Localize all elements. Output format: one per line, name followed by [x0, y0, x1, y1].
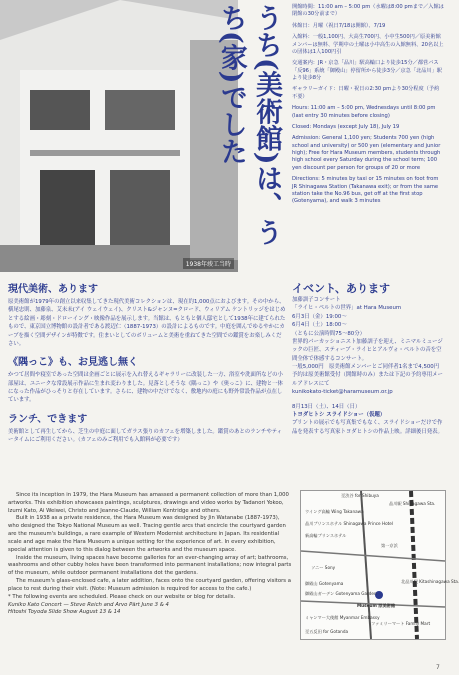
title-part1: うち [251, 4, 282, 58]
visitor-info [292, 4, 444, 210]
map-label-familymart: ファミリーマート Family Mart [371, 621, 431, 626]
map-label-myanmar: ミャンマー大使館 Myanmar Embassy [305, 615, 380, 620]
map-label-route: 第一京浜 [381, 543, 398, 548]
english-event2: Hitoshi Toyoda Slide Show August 13 & 14 [8, 609, 121, 616]
english-p3: Inside the museum, living spaces have become galleries for an ever-changing array of art; bathrooms, washrooms and other cubby holes have been transformed into permanent installations; now integral parts of the museum, while outdoor permanent installations dot the gardens. [8, 554, 292, 577]
english-event1: Kuniko Kato Concert — Steve Reich and Arvo Pärt June 3 & 4 [8, 601, 169, 608]
events [292, 280, 444, 436]
concert-reserve: 予約は原美術館受付（開館時のみ）または下記の予約専用メールアドレスにて [292, 372, 443, 387]
photo-caption: 1938年竣工当時 [183, 258, 234, 269]
title-paren1: (美術館) [251, 58, 282, 165]
directions-en: Directions: 5 minutes by taxi or 15 minutes on foot from JR Shinagawa Station (Takanawa exit); or from the same station take the No.96 bus, get off at the first stop (Gotenyama), and walk 3 minutes [292, 176, 439, 205]
concert-title: 加藤訓子コンサート [292, 297, 341, 303]
english-p5: * The following events are scheduled. Please check on our website or blog for details. [8, 593, 236, 600]
section-body-collection: 原美術館が1979年の創立以来収集してきた現代美術コレクションは、現在約1,000点におよびます。その中から、横尾忠則、加藤泉、艾未未(アイ ウェイウェイ)、クリスト&ジャンヌ=クロード、ウィリアム ケントリッジをはじめとする絵画・彫刻・ドローイング・映像作品を展示します。当館は、もともと個人邸宅として1938年に建てられたもので、東京国立博物館の設計者である渡辺仁（1887-1973）の設計によるものです。中庭を囲んでゆるやかにカーブを描く空間デザインが特徴です。住まいとしてのボリュームと美術を重ねてきた空間での鑑賞をお楽しみください。 [8, 299, 286, 347]
closed-jp: 休館日：月曜（祝日7/18は開館）、7/19 [292, 22, 386, 29]
admission-jp: 入館料：一般1,100円、大高生700円、小中生500円／原美術館メンバーは無料、学期中の土曜は小中高生の入館無料、20名以上の団体は1人100円引 [292, 34, 444, 55]
slide-title: トヨダヒトシ スライドショー（仮題） [292, 411, 386, 418]
page-title [215, 4, 284, 272]
access-map [300, 490, 459, 640]
map-label-sony: ソニー Sony [311, 565, 336, 570]
concert-subtitle: 「ライヒ・ペルトの世界」at Hara Museum [292, 305, 402, 312]
map-label-wing: ウイング高輪 Wing Takanawa [305, 509, 364, 514]
concert-date2: 6月4日（土）18:00〜 [292, 322, 347, 329]
building-photo [0, 0, 238, 272]
concert-date-note: （ともに公演時間75〜80分） [292, 330, 366, 337]
hours-en: Hours: 11:00 am – 5:00 pm, Wednesdays until 8:00 pm (last entry 30 minutes before closing) [292, 105, 436, 119]
events-heading: イベント、あります [292, 282, 391, 295]
gallery-jp: ギャラリーガイド：日曜・祝日の2:30 pmより30分程度（予約不要） [292, 86, 440, 100]
map-label-shinagawa: 品川駅 Shinagawa Sta. [389, 501, 436, 506]
map-label-gotenyama: 御殿山 Gotenyama [305, 581, 344, 586]
map-label-museum: Museum 原美術館 [357, 603, 396, 608]
title-part3: でした [215, 83, 247, 165]
section-body-corners: かつて居間や寝室であった空間は企画ごとに展示を入れ替えるギャラリーに改装した一方、浴室や洗面所などの小部屋は、ユニークな常設展示作品に生まれ変わりました。見落としそうな《隅っこ》や《奥っこ》に、建物と一体になった作品がひっそりと存在しています。さらに、建物の中だけでなく、敷地内の庭にも野外常設作品が点在しています。 [8, 372, 283, 404]
map-label-kitashinagawa: 北品川駅 Kitashinagawa Sta. [401, 579, 459, 584]
hours-jp: 開館時間：11:00 am – 5:00 pm（水曜は8:00 pmまで／入館は閉館の30分前まで） [292, 4, 444, 18]
english-p4: The museum's glass-enclosed cafe, a later addition, faces onto the courtyard garden, offering visitors a place to rest during their visit. (Note: Museum admission is required for access to the cafe.) [8, 578, 291, 592]
building-photo-illustration [0, 0, 238, 272]
closed-en: Closed: Mondays (except July 18), July 19 [292, 123, 400, 130]
english-p1: Since its inception in 1979, the Hara Museum has amassed a permanent collection of more than 1,000 artworks. This exhibition showcases paintings, sculptures, drawings and video works by Tadanori Yokoo, Izumi Kato, Ai Weiwei, Christo and Jeanne-Claude, William Kentridge and others. [8, 492, 289, 514]
map-label-gotanda: 至五反田 for Gotanda [305, 629, 349, 634]
concert-email[interactable]: kunikokato-ticket@haramuseum.or.jp [292, 389, 393, 396]
concert-date1: 6月3日（金）19:00〜 [292, 313, 347, 320]
title-part2: は、うち [215, 4, 282, 246]
map-label-prince: 品川プリンスホテル Shinagawa Prince Hotel [305, 521, 394, 526]
map-label-new-prince: 新高輪プリンスホテル [305, 533, 347, 538]
concert-body: 世界的パーカッショニスト加藤訓子を迎え、ミニマルミュージックの巨匠、スティーブ・ライヒとアルヴォ・ペルトの音を空間全体で体感するコンサート。 [292, 338, 443, 362]
section-heading-corners: 《隅っこ》も、お見逃し無く [8, 357, 138, 369]
section-heading-lunch: ランチ、できます [8, 413, 88, 425]
page-number: 7 [436, 664, 440, 671]
map-label-garden: 御殿山ガーデン Gotenyama Garden [305, 591, 377, 596]
admission-en: Admission: General 1,100 yen; Students 700 yen (high school and university) or 500 yen (elementary and junior high); Free for Hara Museum members, students through high school every Saturday during the school term; 100 yen discount per person for groups of 20 or more [292, 135, 441, 171]
concert-price: 一般5,000円 原美術館メンバーとご同伴者1名まで4,500円 [292, 364, 440, 370]
section-body-lunch: 美術館として再生してから、芝生の中庭に面してガラス張りのカフェを増築しました。鑑賞のあとのランチやティータイムにご利用ください。（カフェのみご利用でも入館料が必要です） [8, 428, 283, 444]
map-label-shibuya: 至渋谷 for Shibuya [341, 493, 379, 498]
title-paren2: (家) [215, 31, 247, 84]
slide-body: プリントの展示でも写真集でもなく、スライドショーだけで作品を発表する写真家トヨダヒトシの作品上映。詳細後日発表。 [292, 420, 443, 435]
section-heading-collection: 現代美術、あります [8, 284, 98, 295]
english-p2: Built in 1938 as a private residence, the Hara Museum was designed by Jin Watanabe (1887-1973), who designed the Tokyo National Museum as well. Tracing gentle arcs that encircle the courtyard garden are the museum's buildings, a rare example of Western Modernist architecture in Japan. Its residential scale and age make the Hara Museum a unique setting for the experience of art. In every exhibition, special attention is given to this dialog between the artworks and the museum space. [8, 515, 286, 553]
access-jp: 交通案内：JR・京急「品川」駅高輪口より徒歩15分／都営バス「反96」系統「御殿山」停留所から徒歩3分／京急「北品川」駅より徒歩8分 [292, 60, 442, 81]
english-text [8, 492, 292, 617]
sections [8, 280, 286, 445]
slide-date: 8月13日（土）、14日（日） [292, 403, 361, 410]
